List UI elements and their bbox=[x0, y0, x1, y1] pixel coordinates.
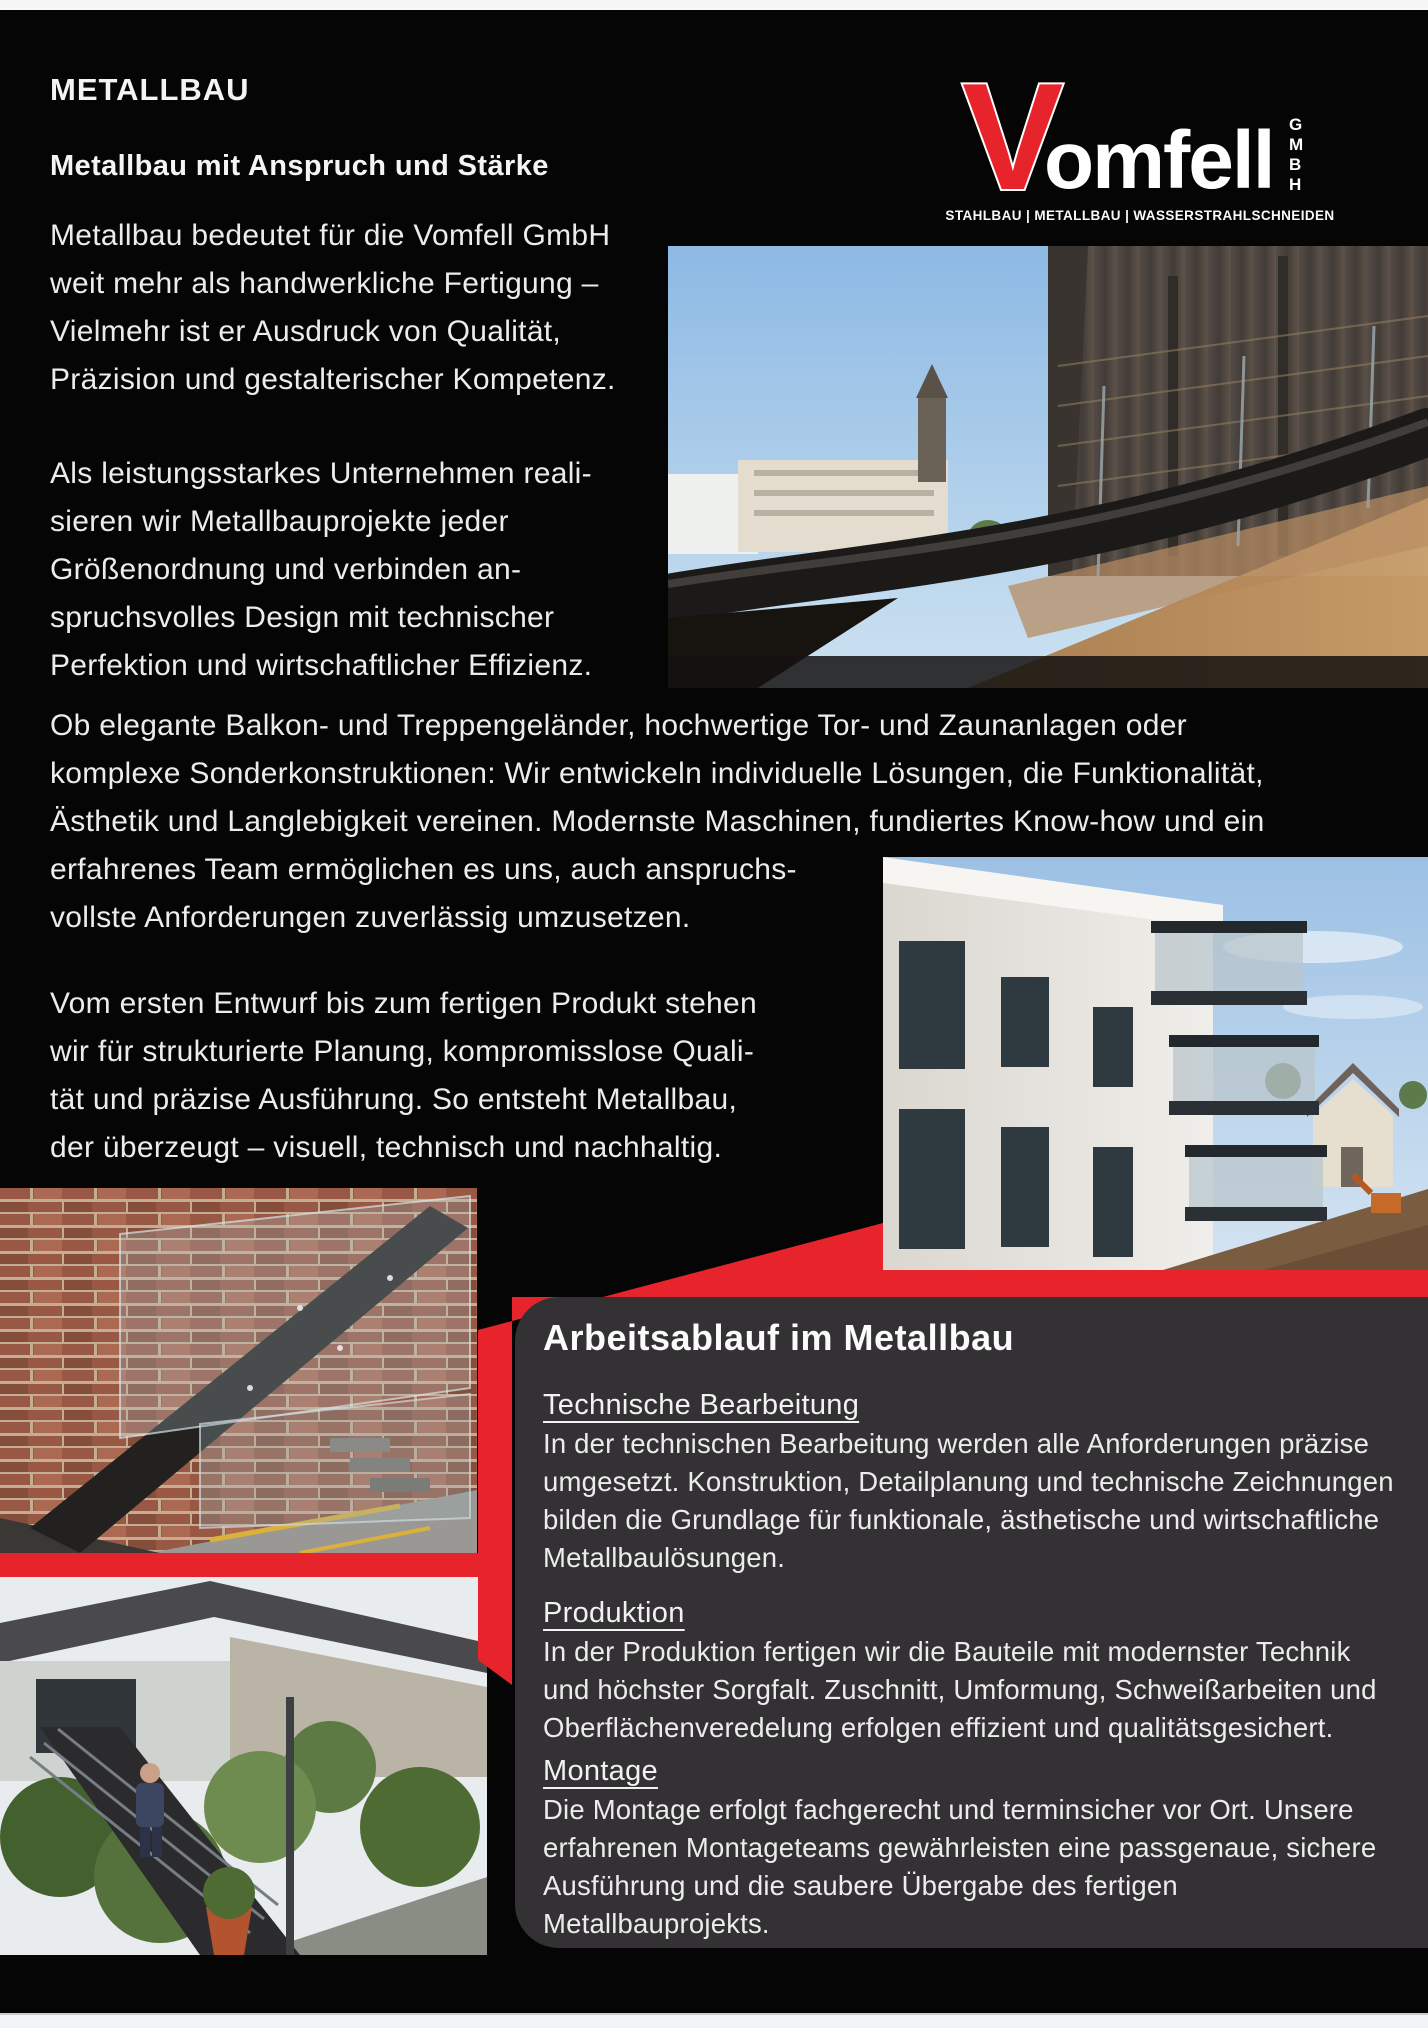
step-text: Die Montage erfolgt fachgerecht und terminsicher vor Ort. Unsere erfahrenen Montageteams gewährleisten eine passgenaue, sichere Ausführung und die saubere Übergabe des fertigen Metallbauprojekts. bbox=[543, 1794, 1377, 1939]
wide-paragraph: Ob elegante Balkon- und Treppengeländer, hochwertige Tor- und Zaunanlagen oder komplexe Sonderkonstruktionen: Wir entwickeln individuelle Lösungen, die Funktionalität, Ästhetik und Langlebigkeit vereinen. Modernste Maschinen, fundiertes Know-how und ein erfahrenes Team ermöglichen es uns, auch anspruchs- vollste Anforderungen zuverlässig umzusetzen. bbox=[50, 709, 1265, 934]
step-text: In der technischen Bearbeitung werden alle Anforderungen präzise umgesetzt. Konstruktion, Detailplanung und technische Zeichnungen bilden die Grundlage für funktionale, ästhetische und wirtschaftliche Metallbaulösungen. bbox=[543, 1428, 1394, 1573]
company-paragraph: Als leistungsstarkes Unternehmen reali- sieren wir Metallbauprojekte jeder Größenordnung und verbinden an- spruchsvolles Design mit technischer Perfektion und wirtschaftlicher Effizienz. bbox=[50, 457, 593, 682]
svg-text:B: B bbox=[1289, 155, 1302, 174]
logo-wordmark: omfell bbox=[1044, 115, 1274, 203]
brick-glass-stair-photo bbox=[0, 1188, 477, 1553]
page-top-edge bbox=[0, 0, 1428, 10]
workflow-step-montage bbox=[543, 1751, 1403, 1943]
cathedral-terrace-photo bbox=[668, 246, 1428, 688]
vomfell-logo bbox=[940, 48, 1360, 203]
page-headline: Metallbau mit Anspruch und Stärke bbox=[50, 150, 549, 182]
svg-text:M: M bbox=[1289, 135, 1304, 154]
logo-v-icon: V bbox=[962, 52, 1064, 203]
balcony-building-photo bbox=[883, 857, 1428, 1270]
svg-text:H: H bbox=[1289, 175, 1302, 194]
workflow-step-technische-bearbeitung bbox=[543, 1385, 1403, 1577]
page-bottom-edge bbox=[0, 2013, 1428, 2028]
logo-tagline: STAHLBAU | METALLBAU | WASSERSTRAHLSCHNEIDEN bbox=[945, 208, 1335, 223]
garden-steel-stair-photo bbox=[0, 1577, 487, 1955]
step-title: Produktion bbox=[543, 1597, 685, 1629]
workflow-panel bbox=[515, 1297, 1428, 1948]
product-paragraph: Vom ersten Entwurf bis zum fertigen Produkt stehen wir für strukturierte Planung, kompromisslose Quali- tät und präzise Ausführung. So entsteht Metallbau, der überzeugt – visuell, technisch und nachhaltig. bbox=[50, 987, 758, 1164]
svg-text:G: G bbox=[1289, 115, 1303, 134]
step-title: Montage bbox=[543, 1755, 658, 1787]
step-title: Technische Bearbeitung bbox=[543, 1389, 860, 1421]
section-title: METALLBAU bbox=[50, 72, 250, 107]
workflow-heading: Arbeitsablauf im Metallbau bbox=[543, 1317, 1015, 1358]
workflow-step-produktion bbox=[543, 1593, 1403, 1747]
red-divider-band bbox=[0, 1553, 512, 1577]
intro-paragraph: Metallbau bedeutet für die Vomfell GmbH weit mehr als handwerkliche Fertigung – Vielmehr ist er Ausdruck von Qualität, Präzision und gestalterischer Kompetenz. bbox=[50, 219, 616, 396]
step-text: In der Produktion fertigen wir die Bauteile mit modernster Technik und höchster Sorgfalt. Zuschnitt, Umformung, Schweißarbeiten und Oberflächenveredelung erfolgen effizient und qualitätsgesichert. bbox=[543, 1636, 1377, 1743]
logo-gmbh-stack bbox=[1289, 115, 1303, 194]
